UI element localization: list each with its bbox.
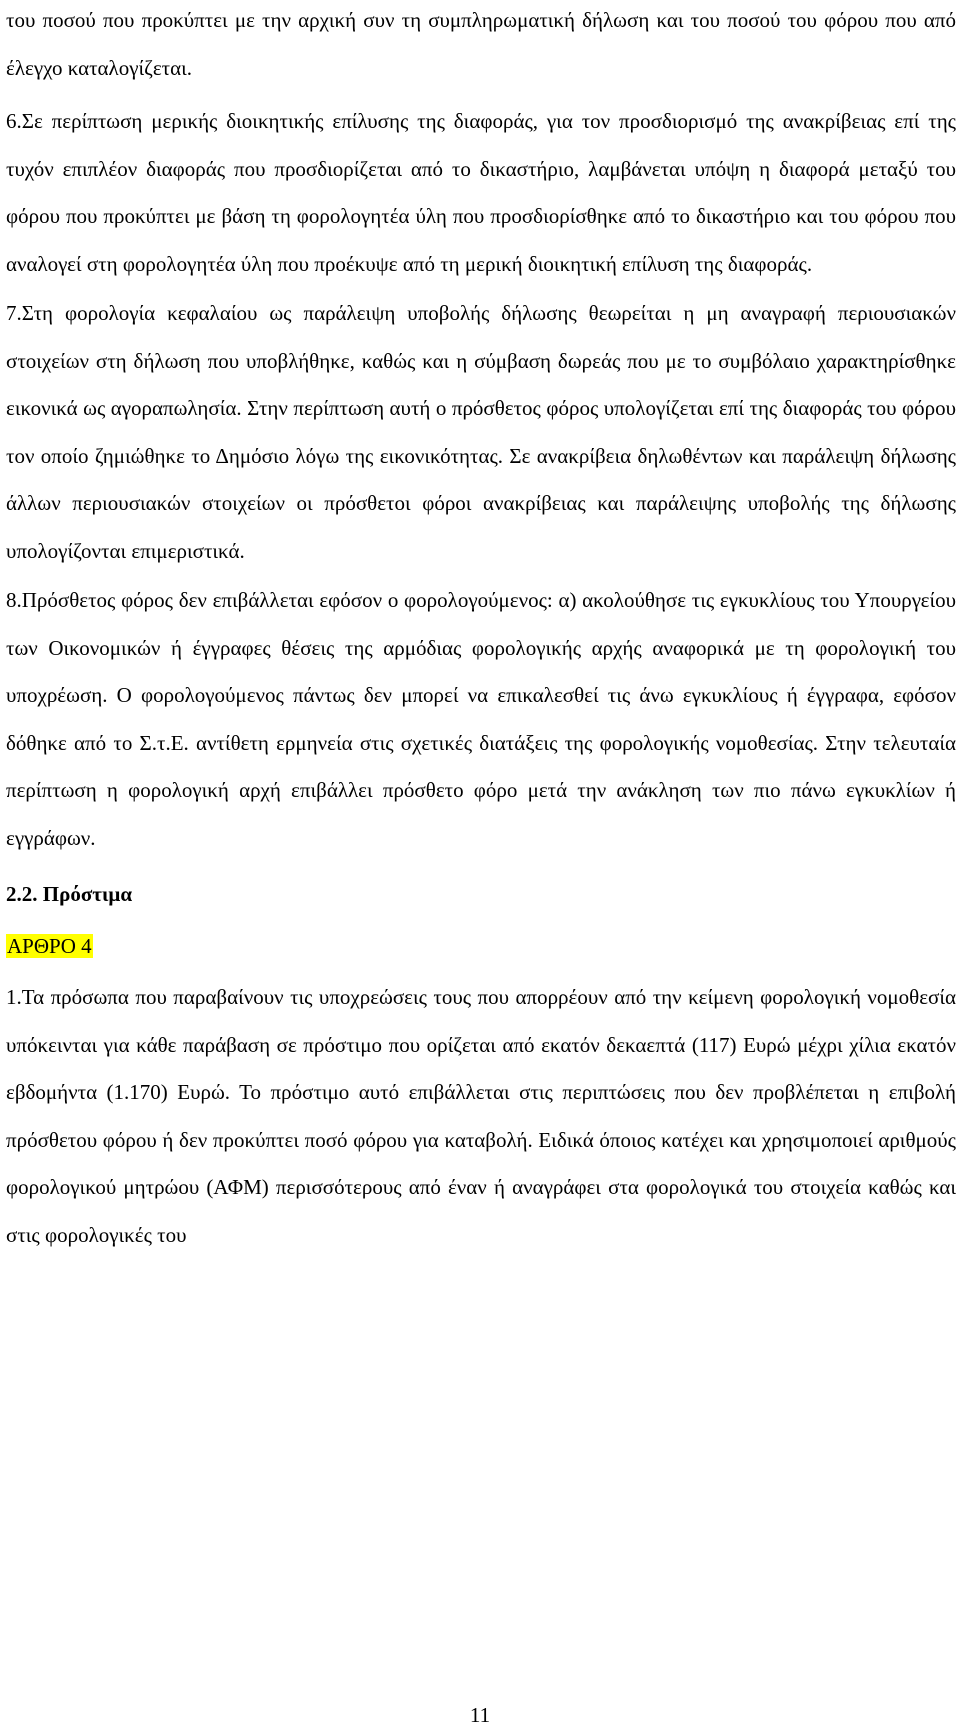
document-page [6,0,956,1730]
section-heading: 2.2. Πρόστιμα [6,882,133,906]
paragraph-article4-1: 1.Τα πρόσωπα που παραβαίνουν τις υποχρεώσεις τους που απορρέουν από την κείμενη φορολογική νομοθεσία υπόκεινται για κάθε παράβαση σε πρόστιμο που ορίζεται από εκατόν δεκαεπτά (117) Ευρώ μέχρι χίλια εκατόν εβδομήντα (1.170) Ευρώ. Το πρόστιμο αυτό επιβάλλεται στις περιπτώσεις που δεν προβλέπεται η επιβολή πρόσθετου φόρου ή δεν προκύπτει ποσό φόρου για καταβολή. Ειδικά όποιος κατέχει και χρησιμοποιεί αριθμούς φορολογικού μητρώου (ΑΦΜ) περισσότερους από έναν ή αναγράφει στα φορολογικά του στοιχεία καθώς και στις φορολογικές του [6,985,956,1247]
article-label-highlighted: ΑΡΘΡΟ 4 [7,933,92,958]
paragraph-8: 8.Πρόσθετος φόρος δεν επιβάλλεται εφόσον ο φορολογούμενος: α) ακολούθησε τις εγκυκλίους του Υπουργείου των Οικονομικών ή έγγραφες θέσεις της αρμόδιας φορολογικής αρχής αναφορικά με τη φορολογική του υποχρέωση. Ο φορολογούμενος πάντως δεν μπορεί να επικαλεσθεί τις άνω εγκυκλίους ή έγγραφα, εφόσον δόθηκε από το Σ.τ.Ε. αντίθετη ερμηνεία στις σχετικές διατάξεις της φορολογικής νομοθεσίας. Στην τελευταία περίπτωση η φορολογική αρχή επιβάλλει πρόσθετο φόρο μετά την ανάκληση των πιο πάνω εγκυκλίων ή εγγράφων. [6,588,956,850]
paragraph-6: 6.Σε περίπτωση μερικής διοικητικής επίλυσης της διαφοράς, για τον προσδιορισμό της ανακρίβειας επί της τυχόν επιπλέον διαφοράς που προσδιορίζεται από το δικαστήριο, λαμβάνεται υπόψη η διαφορά μεταξύ του φόρου που προκύπτει με βάση τη φορολογητέα ύλη που προσδιορίσθηκε από το δικαστήριο και του φόρου που αναλογεί στη φορολογητέα ύλη που προέκυψε από τη μερική διοικητική επίλυση της διαφοράς. [6,109,956,276]
article-label-line [6,923,956,971]
paragraph-continuation: του ποσού που προκύπτει με την αρχική συν τη συμπληρωματική δήλωση και του ποσού του φόρου που από έλεγχο καταλογίζεται. [6,8,956,80]
paragraph-7: 7.Στη φορολογία κεφαλαίου ως παράλειψη υποβολής δήλωσης θεωρείται η μη αναγραφή περιουσιακών στοιχείων στη δήλωση που υποβλήθηκε, καθώς και η σύμβαση δωρεάς που με το συμβόλαιο χαρακτηρίσθηκε εικονικά ως αγοραπωλησία. Στην περίπτωση αυτή ο πρόσθετος φόρος υπολογίζεται επί της διαφοράς του φόρου τον οποίο ζημιώθηκε το Δημόσιο λόγω της εικονικότητας. Σε ανακρίβεια δηλωθέντων και παράλειψη δήλωσης άλλων περιουσιακών στοιχείων οι πρόσθετοι φόροι ανακρίβειας και παράλειψης υποβολής της δήλωσης υπολογίζονται επιμεριστικά. [6,301,956,563]
page-number: 11 [469,1703,491,1727]
